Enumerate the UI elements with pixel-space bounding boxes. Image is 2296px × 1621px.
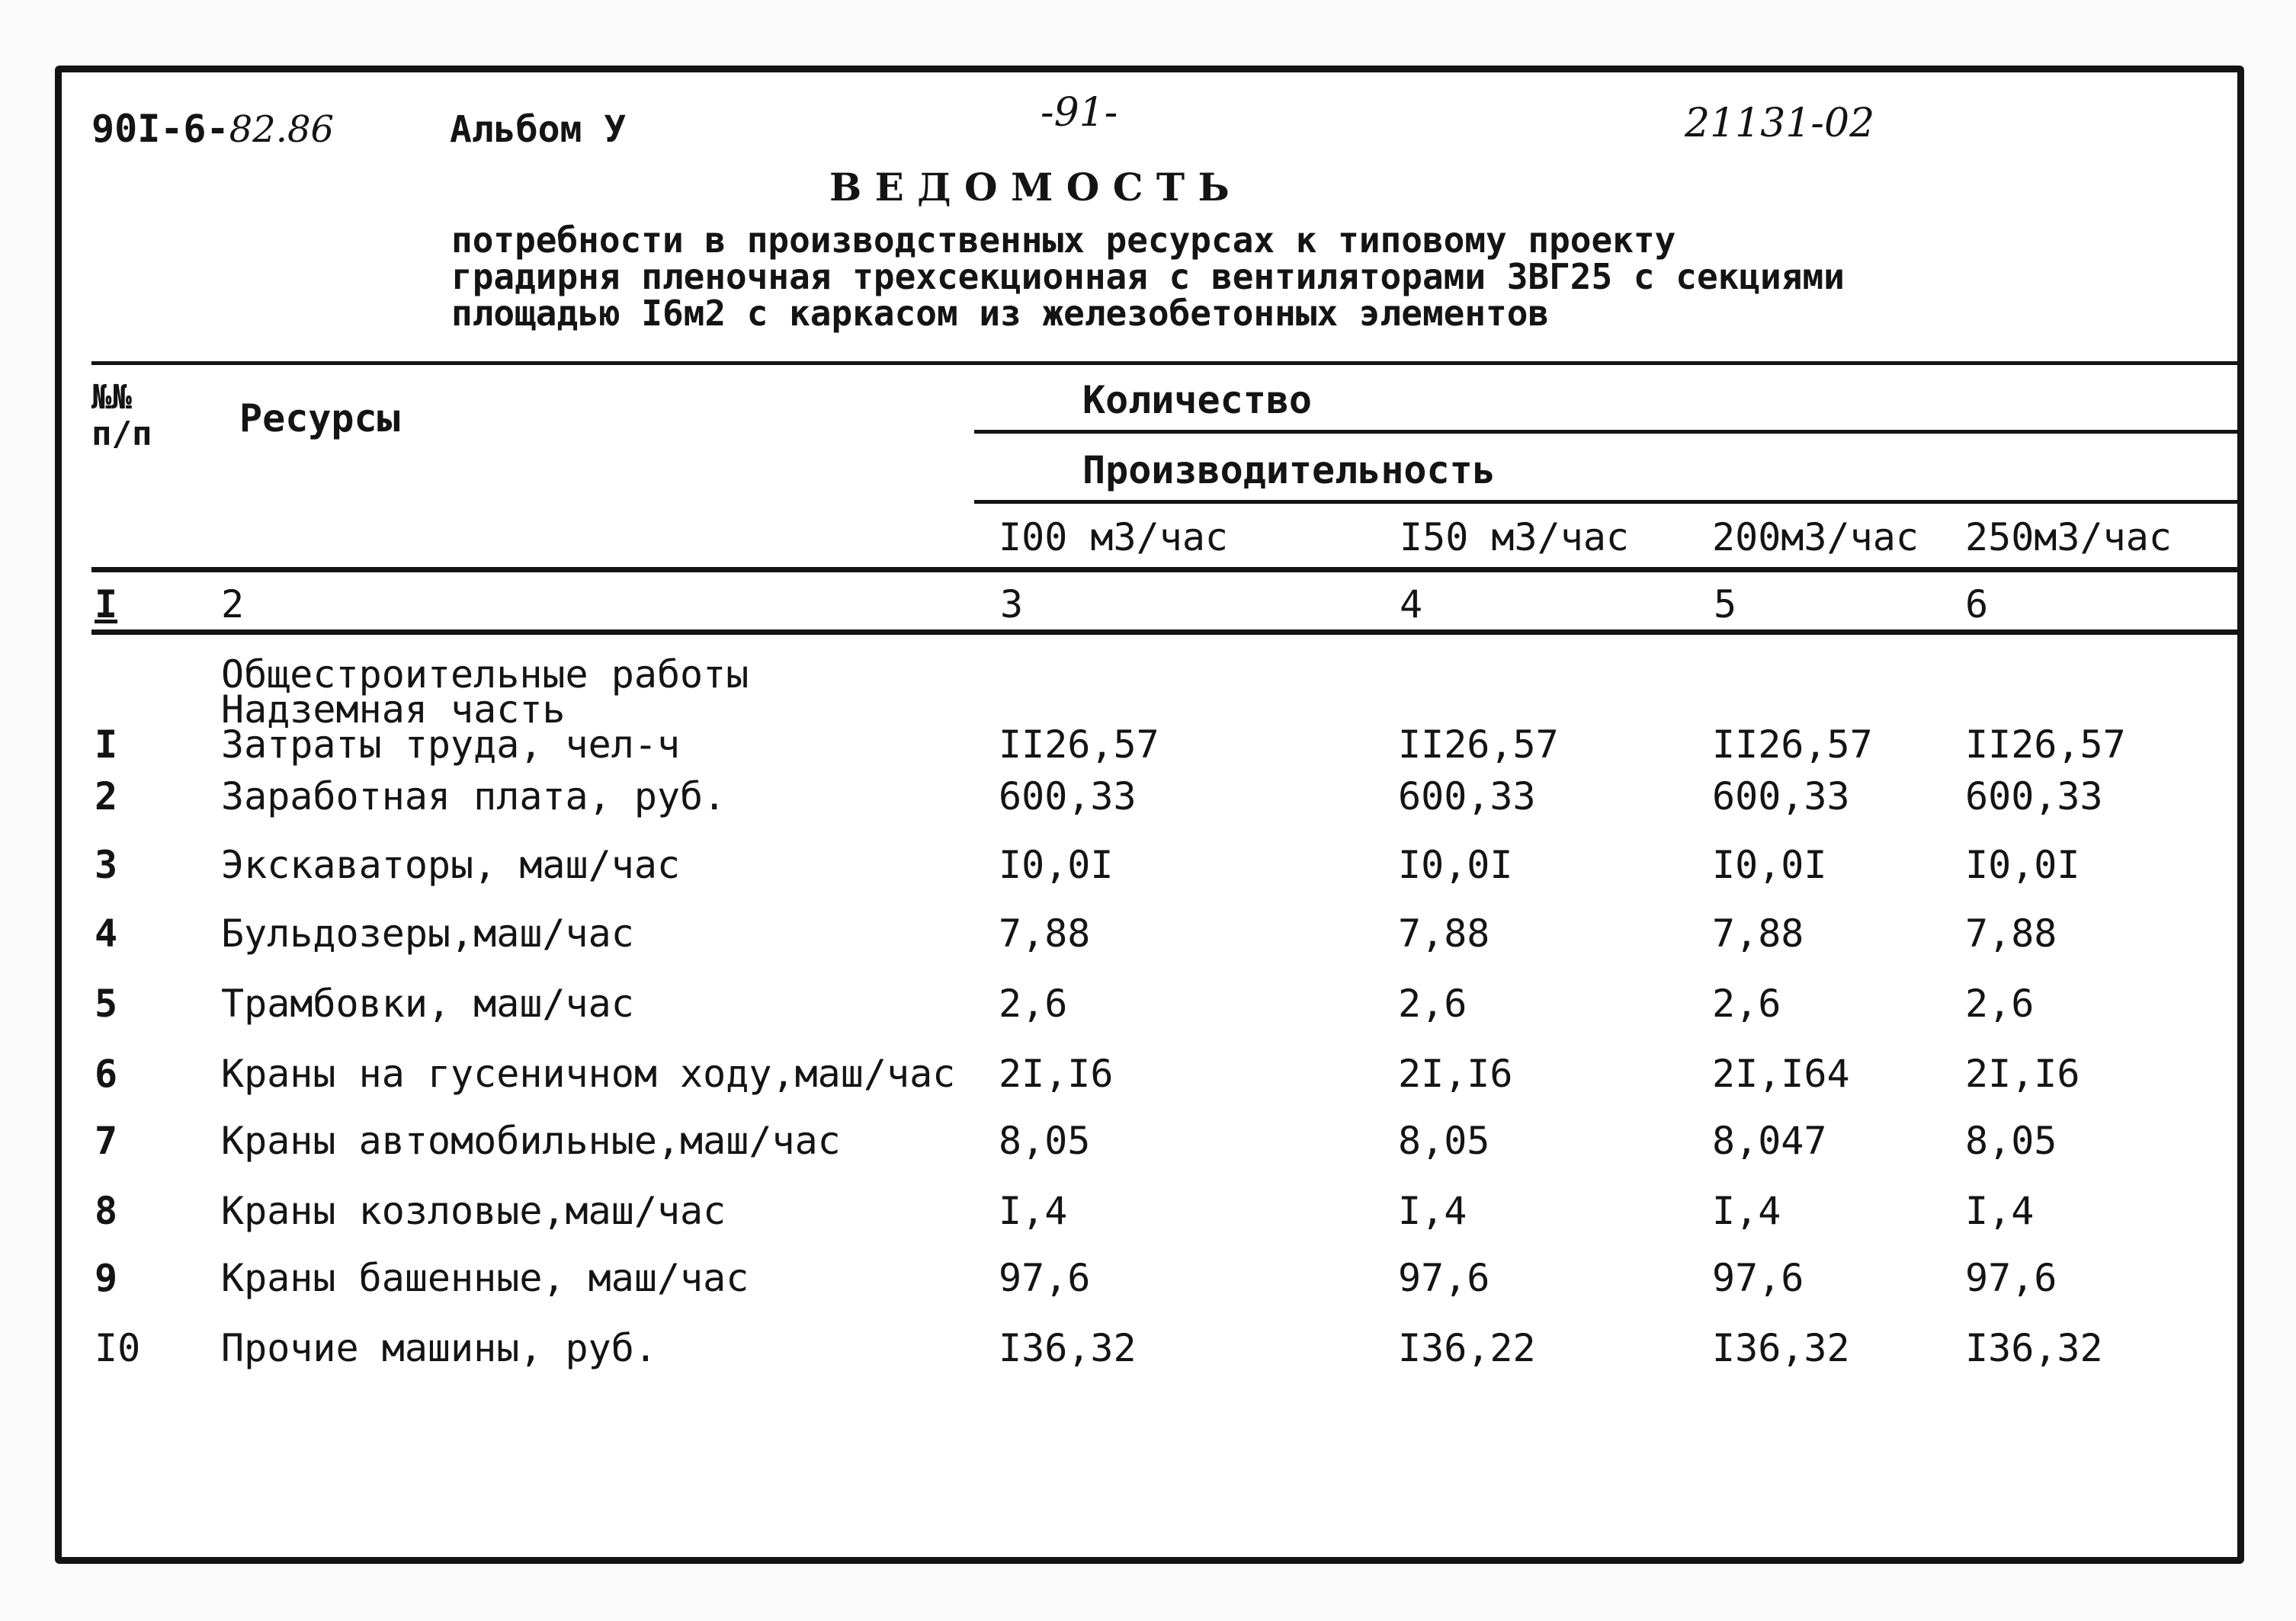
- album-label: Альбом У: [450, 108, 627, 151]
- column-number-3: 3: [1000, 582, 1024, 626]
- capacity-header-250: 250м3/час: [1965, 515, 2172, 559]
- value-200: 97,6: [1712, 1256, 1804, 1300]
- value-200: 8,047: [1712, 1119, 1827, 1163]
- column-header-quantity: Количество: [1082, 378, 1313, 422]
- row-number: 4: [95, 911, 118, 956]
- row-number: 3: [95, 843, 118, 887]
- value-100: 600,33: [999, 774, 1137, 819]
- value-250: II26,57: [1965, 722, 2126, 767]
- resource-name: Заработная плата, руб.: [221, 774, 726, 819]
- section-title-above-ground: Надземная часть: [221, 687, 566, 732]
- value-250: 2I,I6: [1965, 1052, 2080, 1096]
- row-number: 7: [95, 1119, 118, 1163]
- value-250: I0,0I: [1965, 843, 2080, 887]
- row-number: I0: [95, 1326, 141, 1370]
- value-150: I0,0I: [1398, 843, 1513, 887]
- column-numbers-rule: [91, 629, 2243, 635]
- value-200: I,4: [1712, 1189, 1781, 1233]
- table-top-rule: [91, 361, 2243, 365]
- section-title-general: Общестроительные работы: [221, 652, 749, 697]
- value-250: 8,05: [1965, 1119, 2057, 1163]
- resource-name: Краны на гусеничном ходу,маш/час: [221, 1052, 956, 1096]
- value-150: I,4: [1398, 1189, 1467, 1233]
- value-200: 2I,I64: [1712, 1052, 1850, 1096]
- value-100: I0,0I: [999, 843, 1114, 887]
- value-250: I,4: [1965, 1189, 2035, 1233]
- value-150: 2,6: [1398, 982, 1467, 1026]
- row-number: 6: [95, 1052, 118, 1096]
- doc-code: [91, 107, 334, 151]
- value-150: 600,33: [1398, 774, 1536, 819]
- resource-name: Краны автомобильные,маш/час: [221, 1119, 841, 1163]
- value-150: 8,05: [1398, 1119, 1490, 1163]
- resource-name: Краны башенные, маш/час: [221, 1256, 749, 1300]
- value-150: 2I,I6: [1398, 1052, 1513, 1096]
- row-number: 2: [95, 774, 118, 819]
- value-100: I36,32: [999, 1326, 1137, 1370]
- resource-name: Прочие машины, руб.: [221, 1326, 657, 1370]
- value-200: 600,33: [1712, 774, 1850, 819]
- value-250: 7,88: [1965, 911, 2057, 956]
- doc-code-handwritten: 82.86: [229, 108, 335, 151]
- column-header-productivity: Производительность: [1082, 448, 1496, 492]
- value-250: 97,6: [1965, 1256, 2057, 1300]
- document-heading: В Е Д О М О С Т Ь: [829, 165, 1230, 210]
- capacity-header-200: 200м3/час: [1712, 515, 1919, 559]
- column-number-1: I: [95, 582, 118, 626]
- header-bottom-rule: [91, 567, 2243, 572]
- column-header-resources: Ресурсы: [239, 396, 400, 440]
- capacity-header-100: I00 м3/час: [999, 515, 1229, 559]
- column-number-4: 4: [1400, 582, 1423, 626]
- row-number: I: [95, 722, 118, 767]
- value-200: I36,32: [1712, 1326, 1850, 1370]
- column-number-6: 6: [1965, 582, 1989, 626]
- resource-name: Экскаваторы, маш/час: [221, 843, 681, 887]
- value-250: I36,32: [1965, 1326, 2103, 1370]
- value-100: 97,6: [999, 1256, 1091, 1300]
- column-number-2: 2: [221, 582, 245, 626]
- value-150: I36,22: [1398, 1326, 1536, 1370]
- page-number: -91-: [1041, 90, 1118, 136]
- resource-name: Затраты труда, чел-ч: [221, 722, 681, 767]
- value-100: 7,88: [999, 911, 1091, 956]
- row-number: 9: [95, 1256, 118, 1300]
- value-100: I,4: [999, 1189, 1068, 1233]
- value-200: II26,57: [1712, 722, 1873, 767]
- value-200: I0,0I: [1712, 843, 1827, 887]
- row-number: 8: [95, 1189, 118, 1233]
- resource-name: Трамбовки, маш/час: [221, 982, 634, 1026]
- value-250: 2,6: [1965, 982, 2035, 1026]
- resource-name: Бульдозеры,маш/час: [221, 911, 634, 956]
- title-line-1: потребности в производственных ресурсах к типовому проекту: [451, 219, 1676, 261]
- doc-number: 21131-02: [1685, 101, 1875, 146]
- quantity-rule: [974, 430, 2243, 434]
- value-200: 7,88: [1712, 911, 1804, 956]
- value-100: 8,05: [999, 1119, 1091, 1163]
- column-header-number: №№ п/п: [91, 378, 152, 453]
- value-100: II26,57: [999, 722, 1159, 767]
- value-250: 600,33: [1965, 774, 2103, 819]
- title-line-3: площадью I6м2 с каркасом из железобетонных элементов: [451, 293, 1550, 334]
- value-150: II26,57: [1398, 722, 1559, 767]
- title-line-2: градирня пленочная трехсекционная с вентиляторами 3ВГ25 с секциями: [451, 256, 1845, 297]
- capacity-header-150: I50 м3/час: [1400, 515, 1630, 559]
- row-number: 5: [95, 982, 118, 1026]
- value-100: 2,6: [999, 982, 1068, 1026]
- resource-name: Краны козловые,маш/час: [221, 1189, 726, 1233]
- value-150: 97,6: [1398, 1256, 1490, 1300]
- value-150: 7,88: [1398, 911, 1490, 956]
- column-number-5: 5: [1714, 582, 1737, 626]
- productivity-rule: [974, 500, 2243, 504]
- doc-code-printed: 90I-6-: [91, 107, 229, 151]
- value-200: 2,6: [1712, 982, 1781, 1026]
- value-100: 2I,I6: [999, 1052, 1114, 1096]
